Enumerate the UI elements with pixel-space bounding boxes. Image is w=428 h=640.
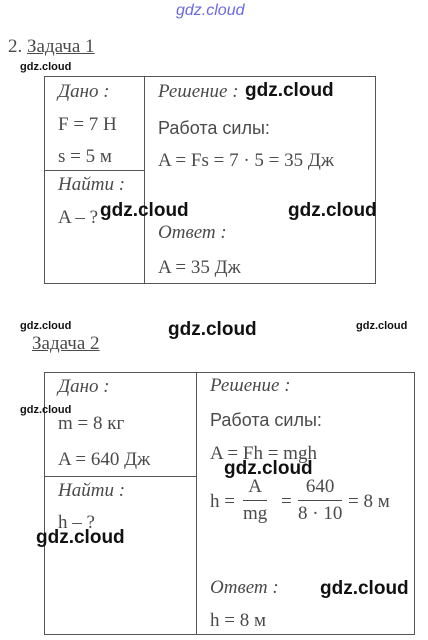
task1-divider-vertical [144, 76, 145, 284]
task1-given-distance: s = 5 м [58, 146, 112, 167]
task2-equals: = [281, 491, 292, 512]
fraction-bar [243, 500, 267, 501]
task2-divider-horizontal [44, 476, 197, 477]
task1-divider-horizontal [44, 170, 145, 171]
watermark-top: gdz.cloud [176, 2, 245, 19]
task1-solution-label: Решение : [158, 81, 239, 102]
task2-fraction-640-over-80 [298, 476, 342, 525]
task1-answer-label: Ответ : [158, 222, 227, 243]
watermark: gdz.cloud [20, 320, 72, 332]
task2-fraction-numerator: A [248, 476, 262, 497]
task2-find-label: Найти : [58, 480, 126, 501]
task2-answer-label: Ответ : [210, 577, 279, 598]
task1-dano-label: Дано : [58, 81, 110, 102]
task1-answer: A = 35 Дж [158, 257, 241, 278]
watermark: gdz.cloud [168, 319, 257, 340]
task2-answer: h = 8 м [210, 610, 266, 631]
watermark: gdz.cloud [245, 80, 334, 101]
task2-formula2-rhs: = 8 м [348, 491, 390, 512]
watermark: gdz.cloud [20, 61, 72, 73]
task2-fraction-denominator: mg [243, 503, 268, 524]
task1-find-value: A – ? [58, 207, 99, 228]
watermark: gdz.cloud [288, 200, 377, 221]
task1-heading: Задача 1 [27, 36, 95, 57]
task1-find-label: Найти : [58, 174, 126, 195]
watermark: gdz.cloud [20, 404, 72, 416]
task2-formula1: A = Fh = mgh [210, 443, 317, 464]
task2-heading: Задача 2 [32, 333, 100, 354]
task1-given-force: F = 7 Н [58, 114, 117, 135]
task2-fraction-numerator: 640 [305, 476, 335, 497]
watermark: gdz.cloud [320, 578, 409, 599]
task2-find-value: h – ? [58, 512, 95, 533]
watermark: gdz.cloud [356, 320, 408, 332]
watermark: gdz.cloud [100, 200, 189, 221]
watermark: gdz.cloud [224, 458, 313, 479]
task2-solution-label: Решение : [210, 375, 291, 396]
task2-dano-label: Дано : [58, 376, 110, 397]
task1-formula: A = Fs = 7 · 5 = 35 Дж [158, 150, 334, 171]
watermark: gdz.cloud [36, 527, 125, 548]
task2-formula2-lhs: h = [210, 491, 235, 512]
fraction-bar [298, 500, 342, 501]
task2-work-label: Работа силы: [210, 410, 322, 430]
task1-number: 2. [8, 36, 23, 57]
task2-divider-vertical [196, 372, 197, 635]
task1-work-label: Работа силы: [158, 118, 270, 138]
task2-given-work: A = 640 Дж [58, 449, 151, 470]
task2-given-mass: m = 8 кг [58, 413, 125, 434]
task2-fraction-denominator: 8 · 10 [298, 503, 343, 524]
task2-fraction-a-over-mg [243, 476, 267, 525]
task1-title [8, 36, 95, 58]
